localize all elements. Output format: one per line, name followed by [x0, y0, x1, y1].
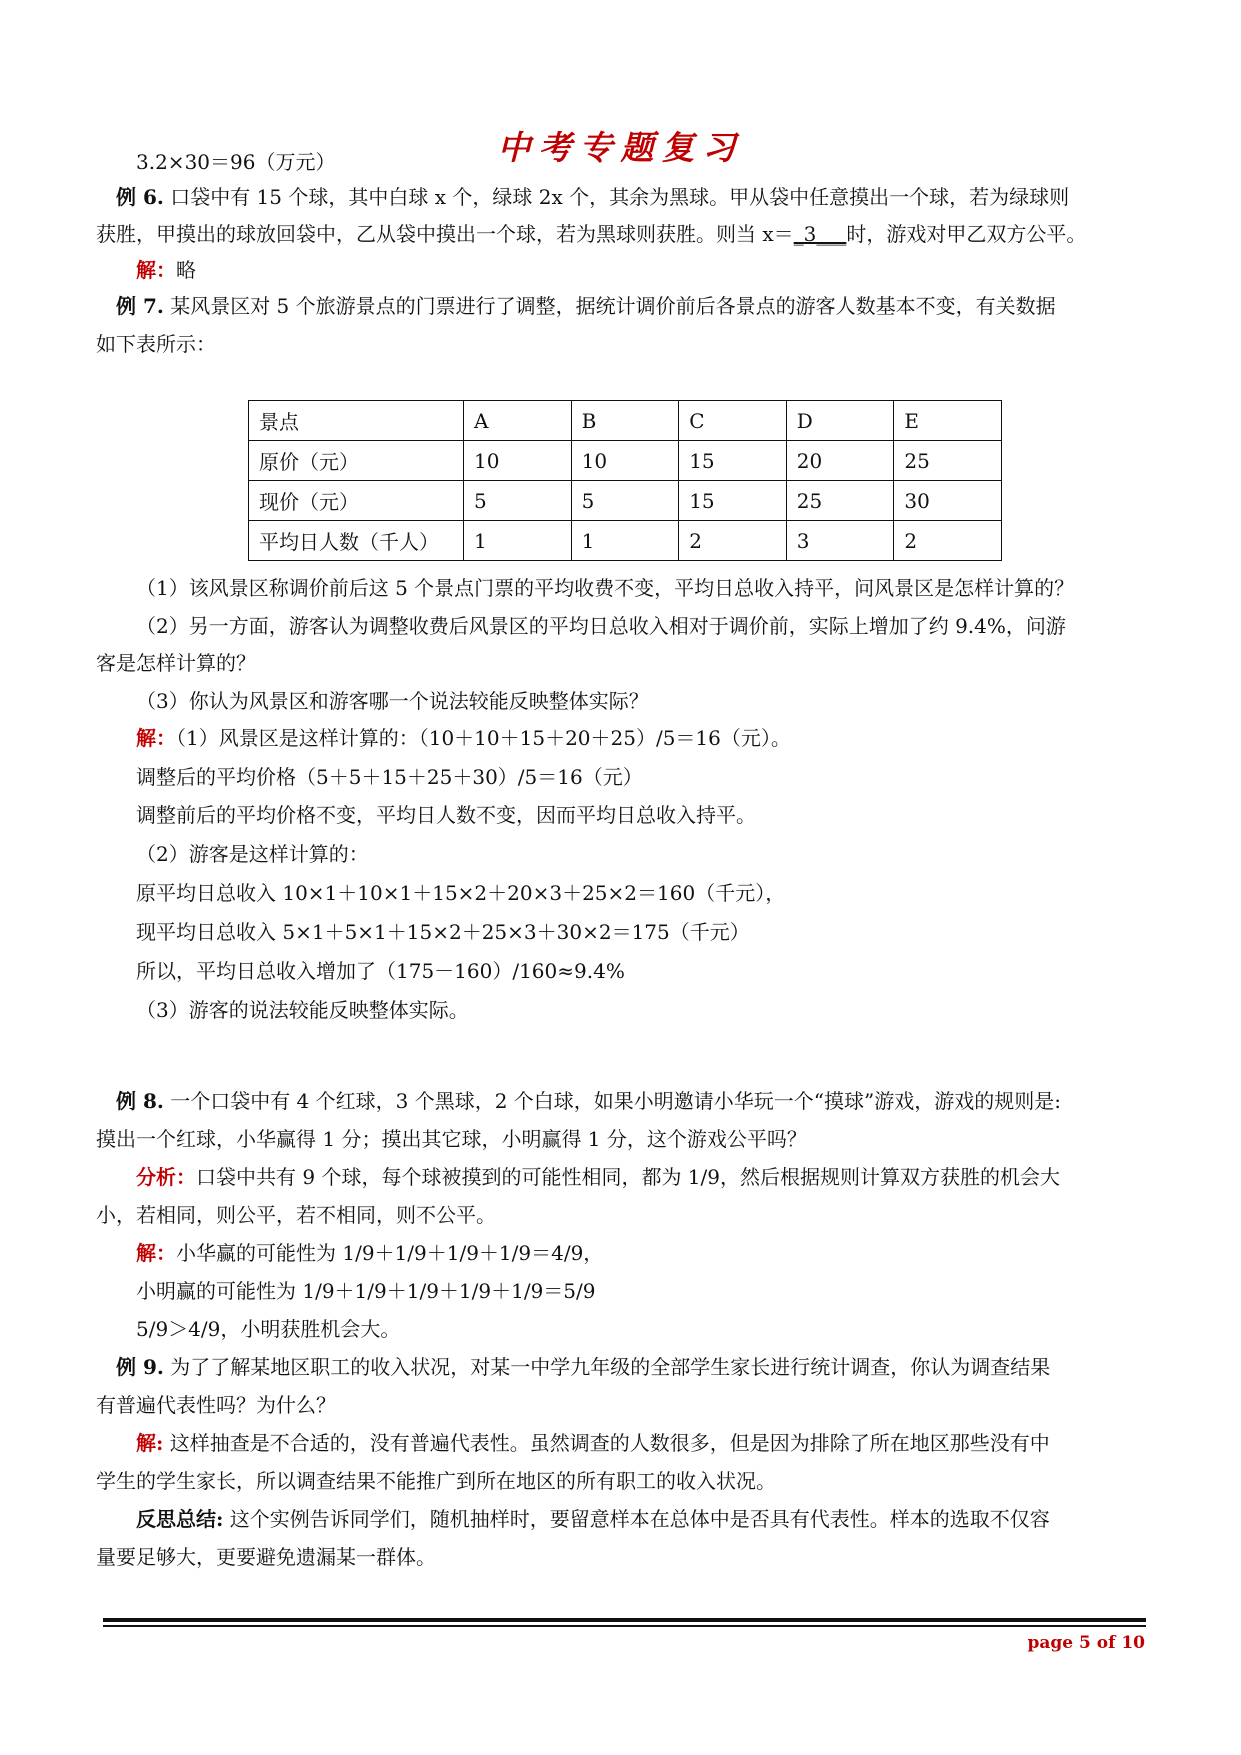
text-line: 调整前后的平均价格不变，平均日人数不变，因而平均日总收入持平。 [136, 803, 756, 827]
table-cell: 景点 [249, 401, 464, 441]
example-label: 例 6. [116, 185, 164, 209]
table-cell: 10 [464, 441, 572, 481]
table-row [249, 521, 1002, 561]
analysis-line: 分析：口袋中共有 9 个球，每个球被摸到的可能性相同，都为 1/9，然后根据规则计算双方获胜的机会大 [136, 1165, 1060, 1189]
text-line: 5/9＞4/9，小明获胜机会大。 [136, 1317, 401, 1341]
solution-line: 解：略 [136, 258, 196, 282]
text-line: 小，若相同，则公平，若不相同，则不公平。 [96, 1203, 496, 1227]
text-line: 获胜，甲摸出的球放回袋中，乙从袋中摸出一个球，若为黑球则获胜。则当 x＝_3___时，游戏对甲乙双方公平。 [96, 222, 1087, 246]
footer-rule-thin [103, 1625, 1146, 1627]
solution-label: 解： [136, 258, 176, 282]
solution-line: 解：小华赢的可能性为 1/9＋1/9＋1/9＋1/9＝4/9， [136, 1241, 604, 1265]
table-cell: 2 [894, 521, 1002, 561]
table-cell: 10 [571, 441, 679, 481]
table-row [249, 481, 1002, 521]
table-row [249, 441, 1002, 481]
example-6-line: 例 6. 口袋中有 15 个球，其中白球 x 个，绿球 2x 个，其余为黑球。甲从袋中任意摸出一个球，若为绿球则 [116, 185, 1070, 209]
text-line: 如下表所示： [96, 332, 216, 356]
table-cell: 2 [679, 521, 787, 561]
table-cell: 1 [571, 521, 679, 561]
table-cell: A [464, 401, 572, 441]
text-line: （2）另一方面，游客认为调整收费后风景区的平均日总收入相对于调价前，实际上增加了约 9.4%，问游 [136, 614, 1066, 638]
reflection-label: 反思总结: [136, 1507, 224, 1531]
price-table-body [249, 401, 1002, 561]
example-8-line: 例 8. 一个口袋中有 4 个红球，3 个黑球，2 个白球，如果小明邀请小华玩一个“摸球”游戏，游戏的规则是: [116, 1089, 1061, 1113]
text-line: 调整后的平均价格（5＋5＋15＋25＋30）/5＝16（元） [136, 765, 643, 789]
text-line: （1）该风景区称调价前后这 5 个景点门票的平均收费不变，平均日总收入持平，问风景区是怎样计算的？ [136, 576, 1075, 600]
text-line: 客是怎样计算的？ [96, 651, 256, 675]
table-cell: 25 [786, 481, 894, 521]
example-label: 例 7. [116, 294, 164, 318]
table-cell: 25 [894, 441, 1002, 481]
text-line: 小明赢的可能性为 1/9＋1/9＋1/9＋1/9＋1/9＝5/9 [136, 1279, 596, 1303]
text-line: （3）游客的说法较能反映整体实际。 [136, 998, 469, 1022]
example-label: 例 8. [116, 1089, 164, 1113]
solution-label: 解： [136, 1241, 176, 1265]
table-cell: 1 [464, 521, 572, 561]
text-line: 量要足够大，更要避免遗漏某一群体。 [96, 1545, 436, 1569]
table-row [249, 401, 1002, 441]
price-table [248, 400, 1002, 561]
table-cell: 原价（元） [249, 441, 464, 481]
text-line: 3.2×30＝96（万元） [136, 150, 336, 174]
text-line: 原平均日总收入 10×1＋10×1＋15×2＋20×3＋25×2＝160（千元）， [136, 881, 786, 905]
text-line: 学生的学生家长，所以调查结果不能推广到所在地区的所有职工的收入状况。 [96, 1469, 776, 1493]
table-cell: 15 [679, 441, 787, 481]
text-line: 摸出一个红球，小华赢得 1 分；摸出其它球，小明赢得 1 分，这个游戏公平吗？ [96, 1127, 807, 1151]
table-cell: 现价（元） [249, 481, 464, 521]
table-cell: 15 [679, 481, 787, 521]
table-cell: B [571, 401, 679, 441]
table-cell: E [894, 401, 1002, 441]
footer-rule-thick [103, 1618, 1146, 1622]
example-7-line: 例 7. 某风景区对 5 个旅游景点的门票进行了调整，据统计调价前后各景点的游客人数基本不变，有关数据 [116, 294, 1056, 318]
text-line: （2）游客是这样计算的： [136, 842, 369, 866]
text-line: （3）你认为风景区和游客哪一个说法较能反映整体实际？ [136, 689, 649, 713]
analysis-label: 分析： [136, 1165, 196, 1189]
text-line: 所以，平均日总收入增加了（175－160）/160≈9.4% [136, 959, 625, 983]
text-line: 有普遍代表性吗？为什么？ [96, 1393, 336, 1417]
table-cell: 平均日人数（千人） [249, 521, 464, 561]
solution-label: 解： [136, 726, 176, 750]
text-line: 现平均日总收入 5×1＋5×1＋15×2＋25×3＋30×2＝175（千元） [136, 920, 750, 944]
reflection-line: 反思总结: 这个实例告诉同学们，随机抽样时，要留意样本在总体中是否具有代表性。样本的选取不仅容 [136, 1507, 1050, 1531]
page-number: page 5 of 10 [1027, 1633, 1145, 1653]
table-cell: C [679, 401, 787, 441]
page-title: 中考专题复习 [497, 128, 744, 167]
example-9-line: 例 9. 为了了解某地区职工的收入状况，对某一中学九年级的全部学生家长进行统计调查，你认为调查结果 [116, 1355, 1051, 1379]
example-label: 例 9. [116, 1355, 164, 1379]
table-cell: 3 [786, 521, 894, 561]
table-cell: 20 [786, 441, 894, 481]
solution-label: 解: [136, 1431, 164, 1455]
table-cell: 5 [571, 481, 679, 521]
solution-line: 解：（1）风景区是这样计算的：（10＋10＋15＋20＋25）/5＝16（元）。 [136, 726, 791, 750]
answer-blank: _3___ [793, 222, 847, 246]
table-cell: D [786, 401, 894, 441]
table-cell: 30 [894, 481, 1002, 521]
table-cell: 5 [464, 481, 572, 521]
solution-line: 解: 这样抽查是不合适的，没有普遍代表性。虽然调查的人数很多，但是因为排除了所在地区那些没有中 [136, 1431, 1050, 1455]
